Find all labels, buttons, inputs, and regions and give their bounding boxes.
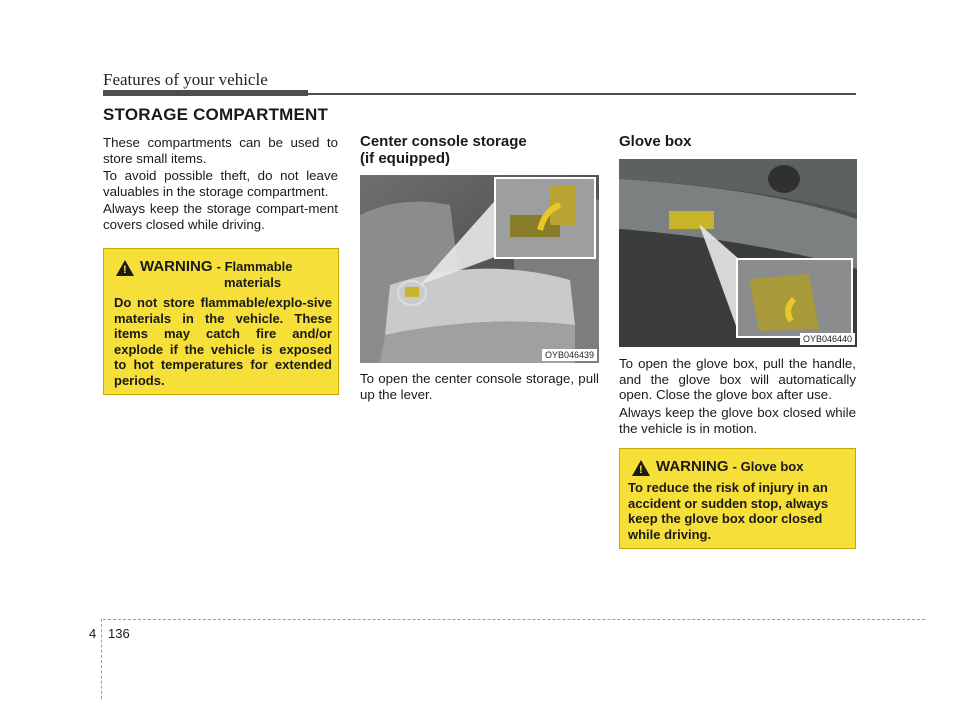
footer-vertical-rule xyxy=(101,619,102,699)
intro-paragraph-1: These compartments can be used to store small items. xyxy=(103,135,338,166)
intro-paragraph-3: Always keep the storage compart-ment covers closed while driving. xyxy=(103,201,338,232)
console-storage-photo xyxy=(360,175,599,363)
console-title-line2: (if equipped) xyxy=(360,150,450,167)
warning-word: WARNING xyxy=(140,258,213,275)
header-bar xyxy=(103,90,308,96)
warning-box-glovebox: ! WARNING - Glove box To reduce the risk of injury in an accident or sudden stop, always keep the glove box door closed while driving. xyxy=(619,448,856,549)
glovebox-image-code: OYB046440 xyxy=(800,333,855,345)
warning-subtitle-cont: materials xyxy=(224,275,282,290)
warning-word: WARNING xyxy=(656,458,729,475)
console-title xyxy=(360,133,527,167)
glovebox-title: Glove box xyxy=(619,133,692,150)
warning-subtitle: - Glove box xyxy=(732,459,804,474)
warning-box-flammable: ! WARNING - Flammable materials Do not store flammable/explo-sive materials in the vehicle. These items may catch fire and/or explode if the vehicle is exposed to hot temperatures for extended periods. xyxy=(103,248,339,395)
section-title: STORAGE COMPARTMENT xyxy=(103,105,329,124)
warning-body: Do not store flammable/explo-sive materials in the vehicle. These items may catch fire and/or explode if the vehicle is exposed to hot temperatures for extended periods. xyxy=(114,295,332,388)
console-image-code: OYB046439 xyxy=(542,349,597,361)
glovebox-paragraph-1: To open the glove box, pull the handle, and the glove box will automatically open. Close the glove box after use. xyxy=(619,356,856,402)
warning-body: To reduce the risk of injury in an accident or sudden stop, always keep the glove box door closed while driving. xyxy=(628,480,829,542)
header-rule xyxy=(308,93,856,95)
glovebox-paragraph-2: Always keep the glove box closed while the vehicle is in motion. xyxy=(619,405,856,436)
glovebox-photo xyxy=(619,159,857,347)
footer-rule xyxy=(103,619,925,620)
console-title-line1: Center console storage xyxy=(360,133,527,150)
intro-paragraph-2: To avoid possible theft, do not leave valuables in the storage compartment. xyxy=(103,168,338,199)
chapter-number: 4 xyxy=(89,626,97,641)
page-number: 136 xyxy=(108,626,130,641)
warning-subtitle: - Flammable xyxy=(216,259,293,274)
running-header: Features of your vehicle xyxy=(103,70,268,89)
console-paragraph: To open the center console storage, pull up the lever. xyxy=(360,371,599,402)
